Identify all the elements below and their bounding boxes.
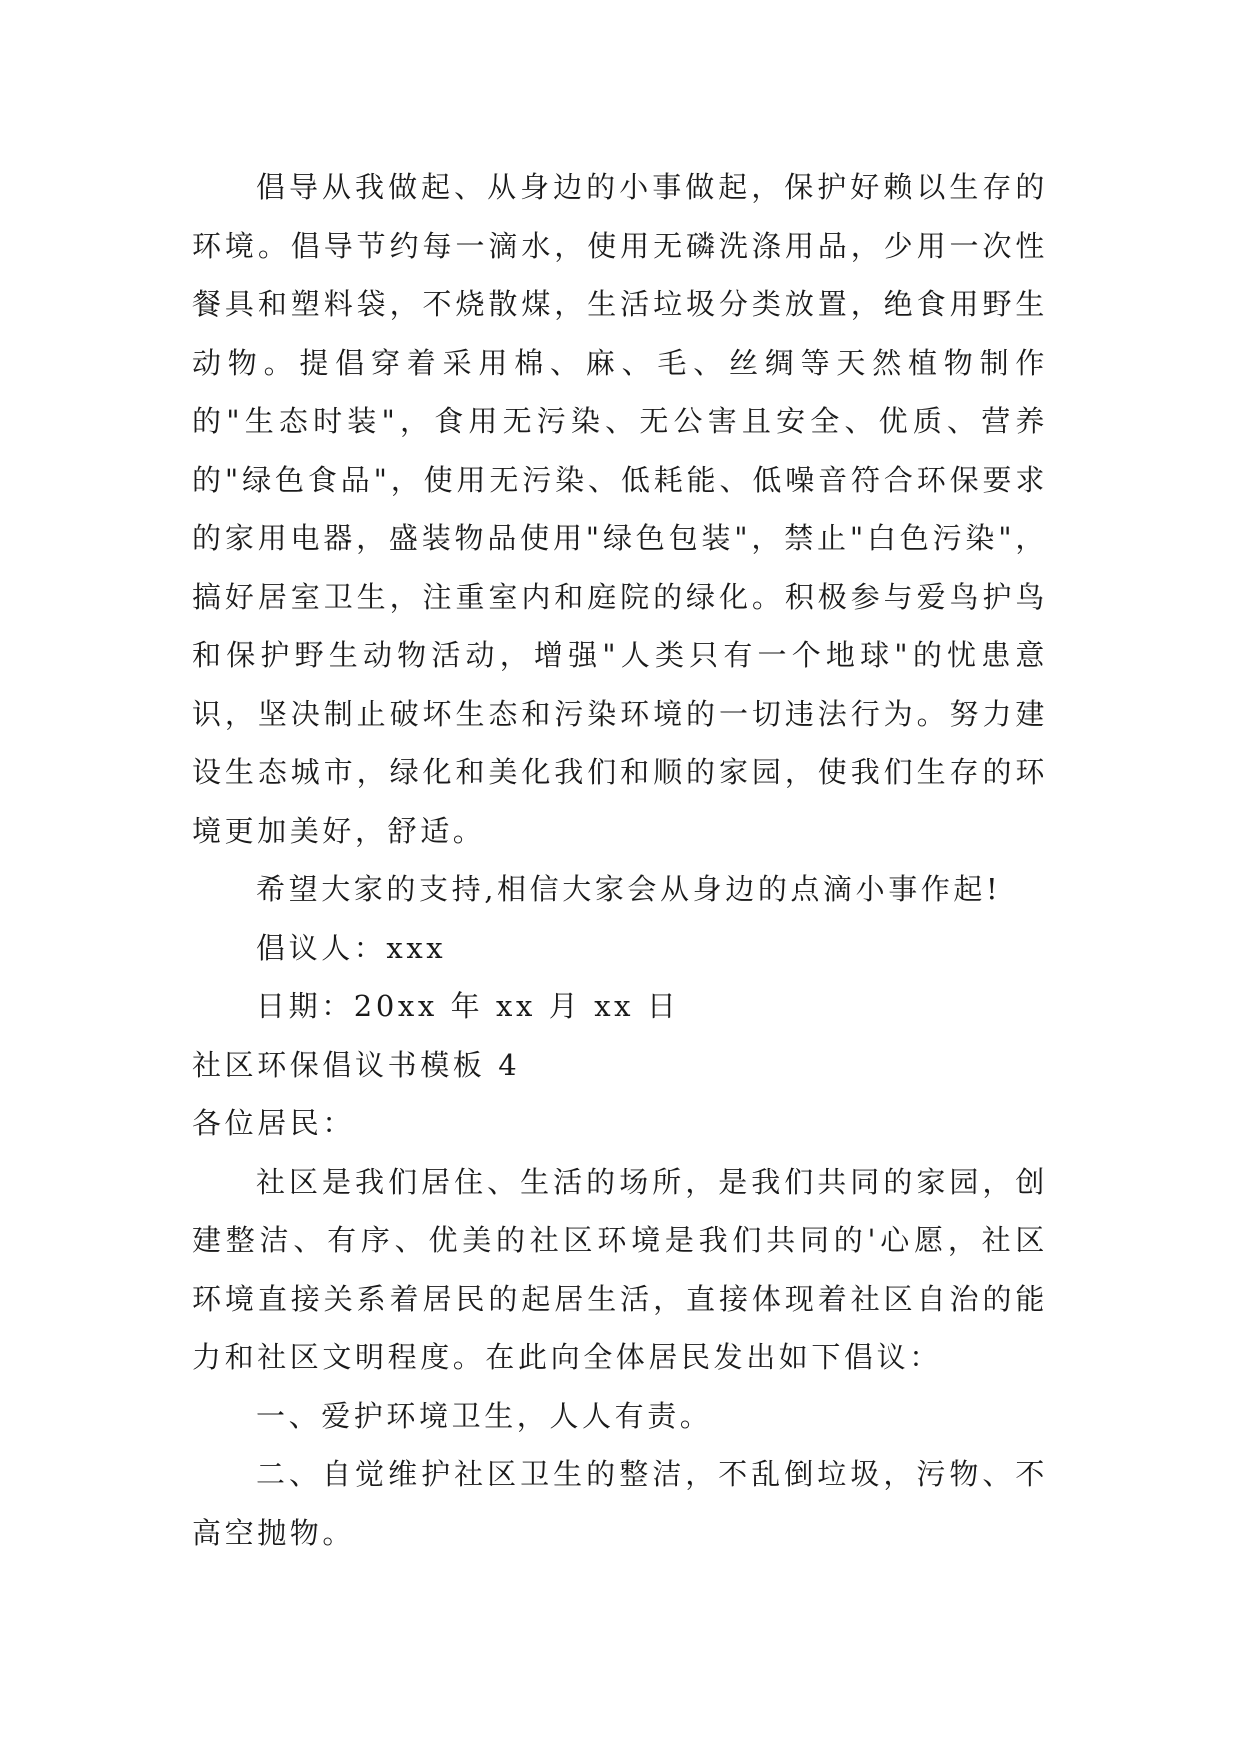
section-title: 社区环保倡议书模板 4 — [192, 1047, 521, 1082]
salutation: 各位居民： — [192, 1106, 356, 1140]
paragraph-date: 日期：20xx 年 xx 月 xx 日 — [256, 989, 680, 1023]
paragraph-support-wish: 希望大家的支持,相信大家会从身边的点滴小事作起! — [256, 872, 1002, 906]
document-body — [192, 158, 1048, 1562]
proposal-item-2: 二、自觉维护社区卫生的整洁，不乱倒垃圾，污物、不高空抛物。 — [192, 1457, 1048, 1550]
proposal-item-1: 一、爱护环境卫生，人人有责。 — [256, 1398, 713, 1433]
paragraph-environment-advocacy: 倡导从我做起、从身边的小事做起，保护好赖以生存的环境。倡导节约每一滴水，使用无磷洗涤用品，少用一次性餐具和塑料袋，不烧散煤，生活垃圾分类放置，绝食用野生动物。提倡穿着采用棉、麻、毛、丝绸等天然植物制作的"生态时装"，食用无污染、无公害且安全、优质、营养的"绿色食品"，使用无污染、低耗能、低噪音符合环保要求的家用电器，盛装物品使用"绿色包装"，禁止"白色污染"，搞好居室卫生，注重室内和庭院的绿化。积极参与爱鸟护鸟和保护野生动物活动，增强"人类只有一个地球"的忧患意识，坚决制止破坏生态和污染环境的一切违法行为。努力建设生态城市，绿化和美化我们和顺的家园，使我们生存的环境更加美好，舒适。 — [192, 170, 1048, 848]
paragraph-initiator: 倡议人：xxx — [256, 930, 447, 965]
paragraph-community-intro: 社区是我们居住、生活的场所，是我们共同的家园，创建整洁、有序、优美的社区环境是我们共同的'心愿，社区环境直接关系着居民的起居生活，直接体现着社区自治的能力和社区文明程度。在此向全体居民发出如下倡议： — [192, 1164, 1048, 1374]
